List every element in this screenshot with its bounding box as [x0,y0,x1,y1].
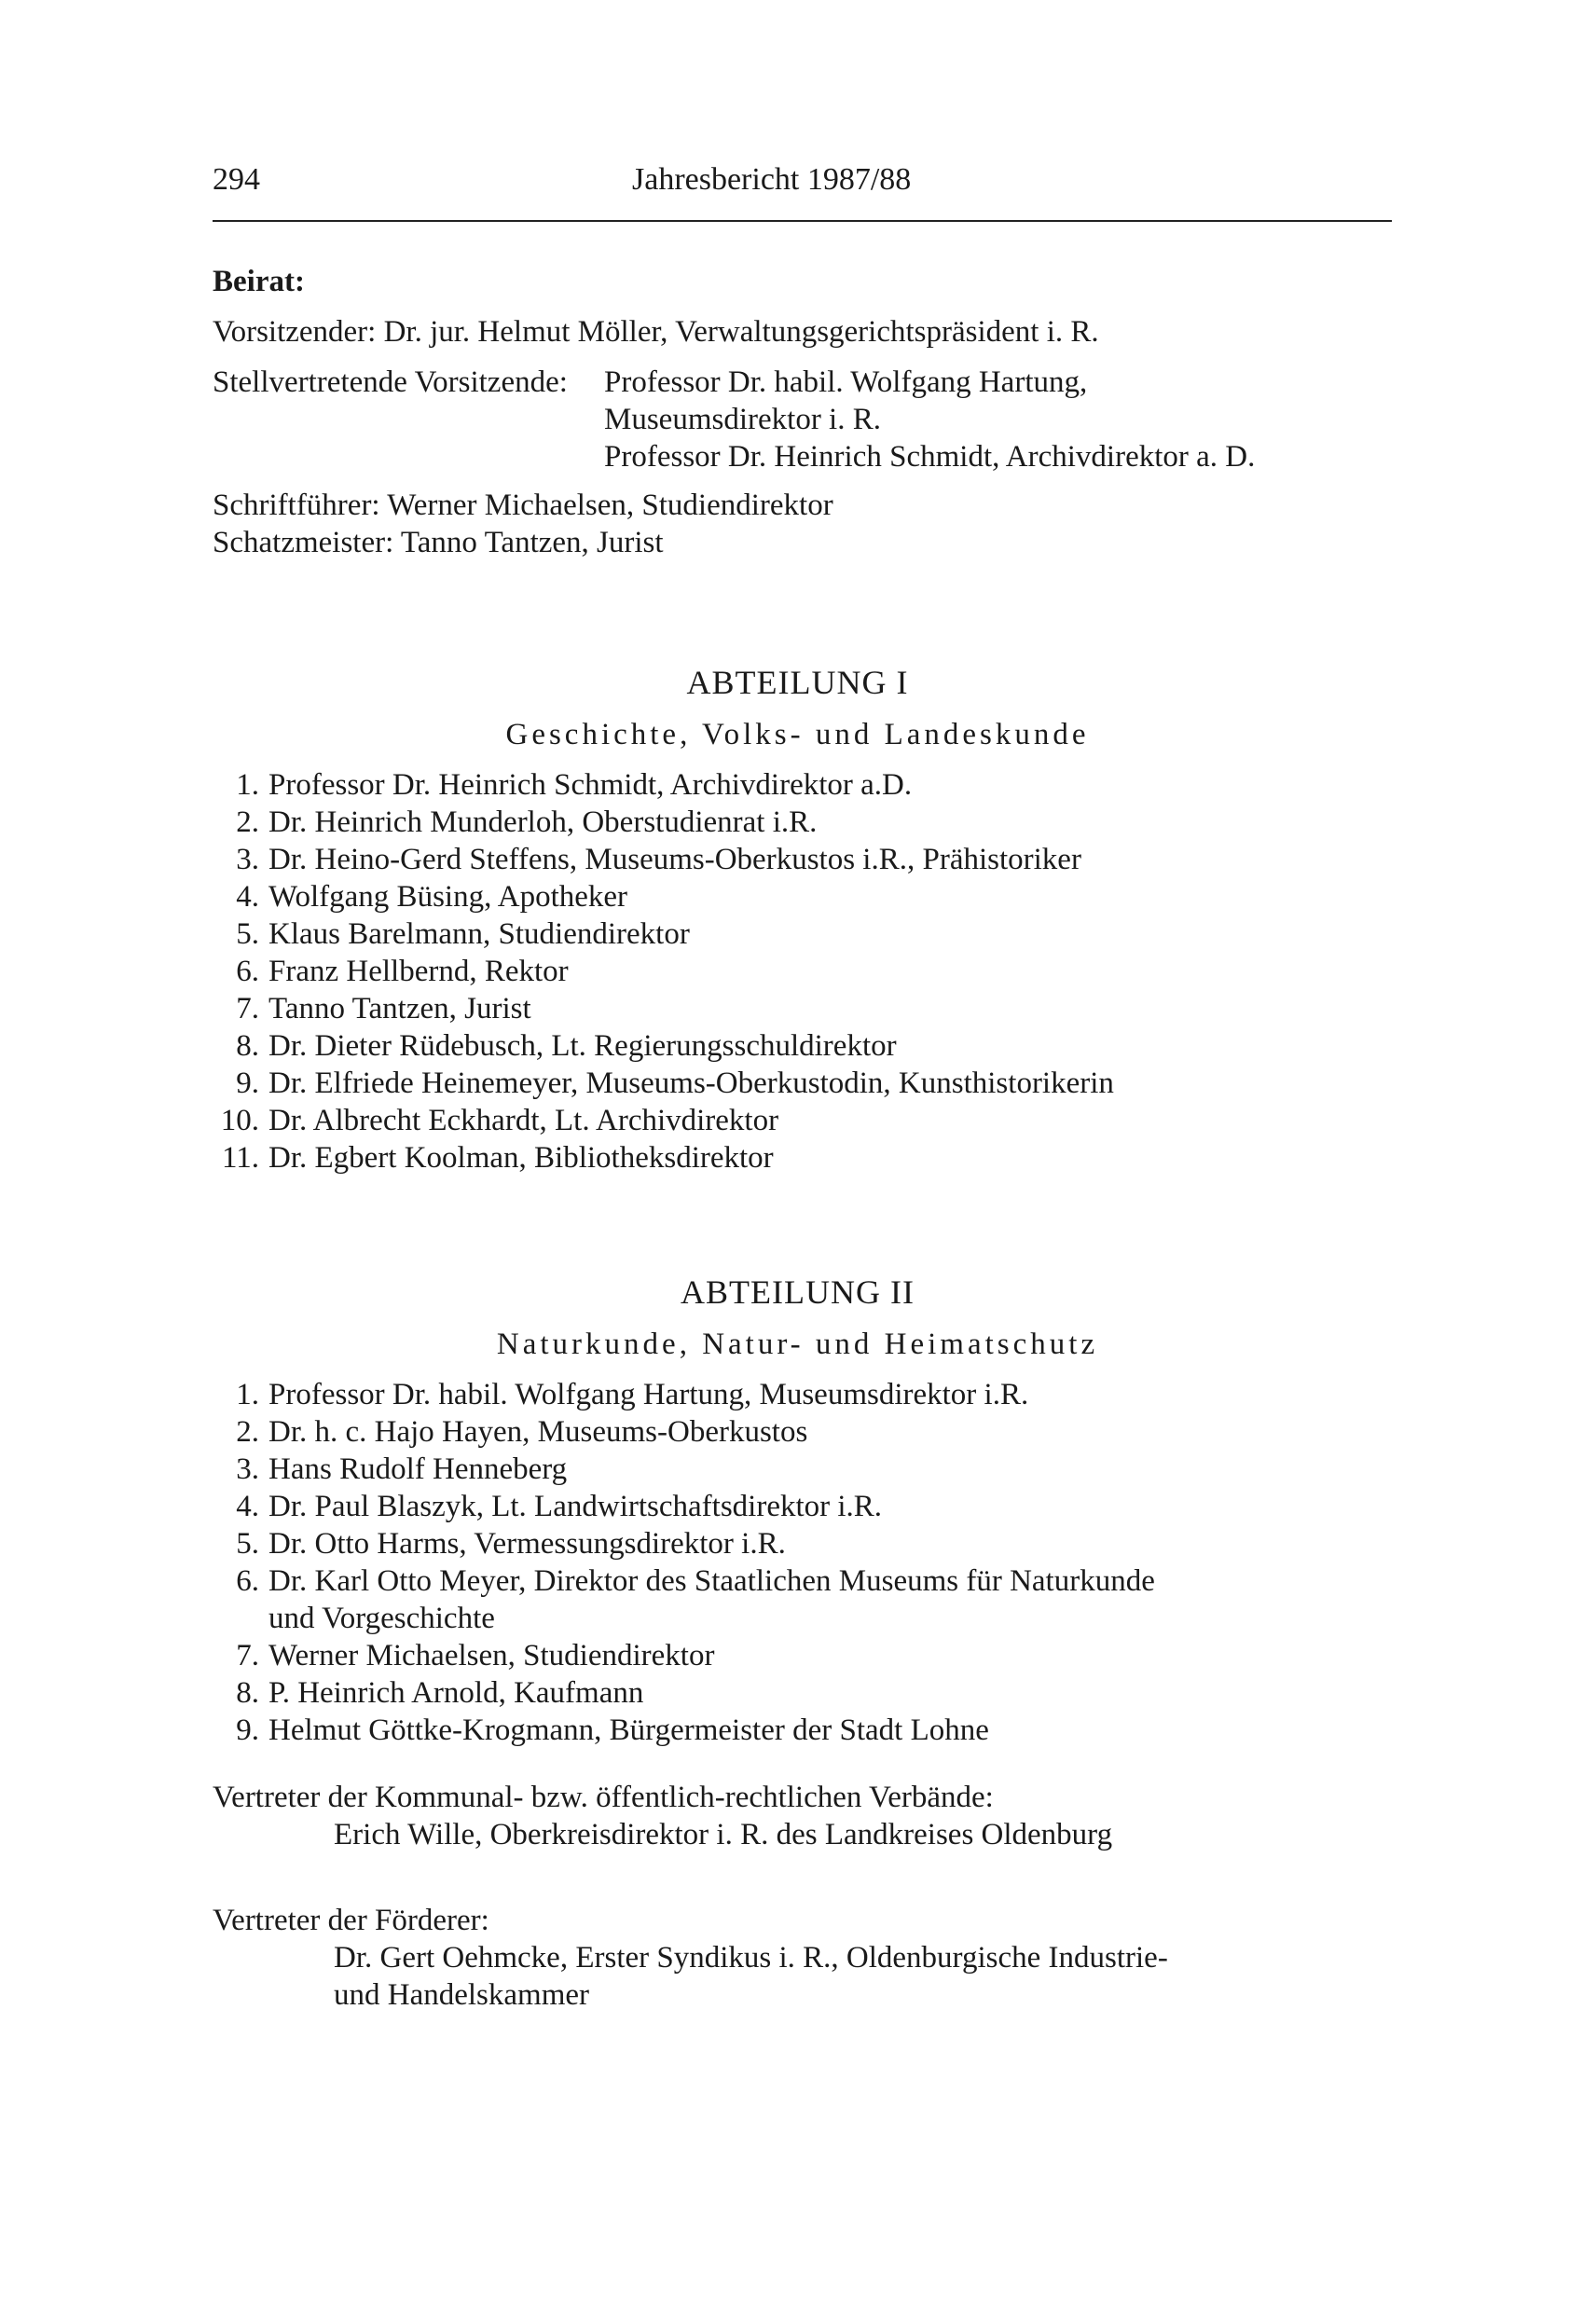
list-item-number: 6. [236,1564,259,1598]
list-item-number: 3. [236,843,259,876]
list-item-number: 8. [236,1676,259,1710]
abteilung2-subtitle: Naturkunde, Natur- und Heimatschutz [496,1328,1099,1361]
beirat-stellv-label: Stellvertretende Vorsitzende: [213,365,568,399]
list-item-number: 3. [236,1452,259,1486]
list-item-number: 1. [236,1378,259,1411]
vertreter-foerderer-line2: und Handelskammer [334,1978,590,2012]
list-item-number: 5. [236,1527,259,1561]
list-item-text: Dr. Paul Blaszyk, Lt. Landwirtschaftsdirektor i.R. [268,1490,883,1523]
list-item-text: Dr. Albrecht Eckhardt, Lt. Archivdirektor [268,1104,779,1137]
list-item-number: 9. [236,1067,259,1100]
vertreter-kommunal-name: Erich Wille, Oberkreisdirektor i. R. des Landkreises Oldenburg [334,1818,1113,1851]
list-item-text: Dr. Elfriede Heinemeyer, Museums-Oberkustodin, Kunsthistorikerin [268,1067,1114,1100]
list-item-text: Dr. Heino-Gerd Steffens, Museums-Oberkustos i.R., Prähistoriker [268,843,1081,876]
list-item-number: 10. [220,1104,259,1137]
header-rule [213,220,1392,222]
list-item-number: 7. [236,992,259,1025]
vertreter-kommunal-label: Vertreter der Kommunal- bzw. öffentlich-rechtlichen Verbände: [213,1781,994,1814]
list-item-number: 2. [236,805,259,839]
beirat-vorsitzender: Vorsitzender: Dr. jur. Helmut Möller, Verwaltungsgerichtspräsident i. R. [213,315,1099,349]
list-item-text: Dr. Egbert Koolman, Bibliotheksdirektor [268,1141,774,1175]
list-item-text: Professor Dr. habil. Wolfgang Hartung, Museumsdirektor i.R. [268,1378,1029,1411]
beirat-heading: Beirat: [213,265,305,298]
beirat-schriftfuehrer: Schriftführer: Werner Michaelsen, Studiendirektor [213,489,833,522]
list-item-number: 4. [236,880,259,914]
list-item-text: Dr. Heinrich Munderloh, Oberstudienrat i.R. [268,805,818,839]
running-head: Jahresbericht 1987/88 [632,162,912,197]
beirat-schatzmeister: Schatzmeister: Tanno Tantzen, Jurist [213,526,664,559]
page-number: 294 [213,162,260,197]
vertreter-foerderer-line1: Dr. Gert Oehmcke, Erster Syndikus i. R., Oldenburgische Industrie- [334,1941,1168,1975]
list-item-text: Helmut Göttke-Krogmann, Bürgermeister der Stadt Lohne [268,1713,989,1747]
list-item-text: Hans Rudolf Henneberg [268,1452,568,1486]
abteilung1-title: ABTEILUNG I [686,664,909,701]
page-header [213,153,1383,209]
list-item-number: 6. [236,955,259,988]
list-item-number: 5. [236,917,259,951]
list-item-text: Dr. Karl Otto Meyer, Direktor des Staatlichen Museums für Naturkunde [268,1564,1155,1598]
list-item-text: Tanno Tantzen, Jurist [268,992,531,1025]
list-item-text: Wolfgang Büsing, Apotheker [268,880,628,914]
abteilung2-title: ABTEILUNG II [681,1273,915,1311]
beirat-stellv-line1: Professor Dr. habil. Wolfgang Hartung, [604,365,1088,399]
list-item-number: 1. [236,768,259,802]
list-item-number: 7. [236,1639,259,1672]
list-item-text: Franz Hellbernd, Rektor [268,955,569,988]
list-item-text: Dr. h. c. Hajo Hayen, Museums-Oberkustos [268,1415,808,1449]
abteilung1-subtitle: Geschichte, Volks- und Landeskunde [505,718,1090,751]
list-item-text: und Vorgeschichte [268,1602,495,1635]
list-item-number: 11. [221,1141,259,1175]
beirat-stellv-line3: Professor Dr. Heinrich Schmidt, Archivdirektor a. D. [604,440,1256,474]
list-item-number: 2. [236,1415,259,1449]
list-item-number: 8. [236,1029,259,1063]
beirat-stellv-line2: Museumsdirektor i. R. [604,403,881,436]
list-item-text: Dr. Otto Harms, Vermessungsdirektor i.R. [268,1527,786,1561]
list-item-text: Dr. Dieter Rüdebusch, Lt. Regierungsschuldirektor [268,1029,897,1063]
list-item-number: 4. [236,1490,259,1523]
list-item-number: 9. [236,1713,259,1747]
list-item-text: P. Heinrich Arnold, Kaufmann [268,1676,644,1710]
list-item-text: Klaus Barelmann, Studiendirektor [268,917,690,951]
list-item-text: Werner Michaelsen, Studiendirektor [268,1639,715,1672]
list-item-text: Professor Dr. Heinrich Schmidt, Archivdirektor a.D. [268,768,913,802]
vertreter-foerderer-label: Vertreter der Förderer: [213,1904,489,1937]
